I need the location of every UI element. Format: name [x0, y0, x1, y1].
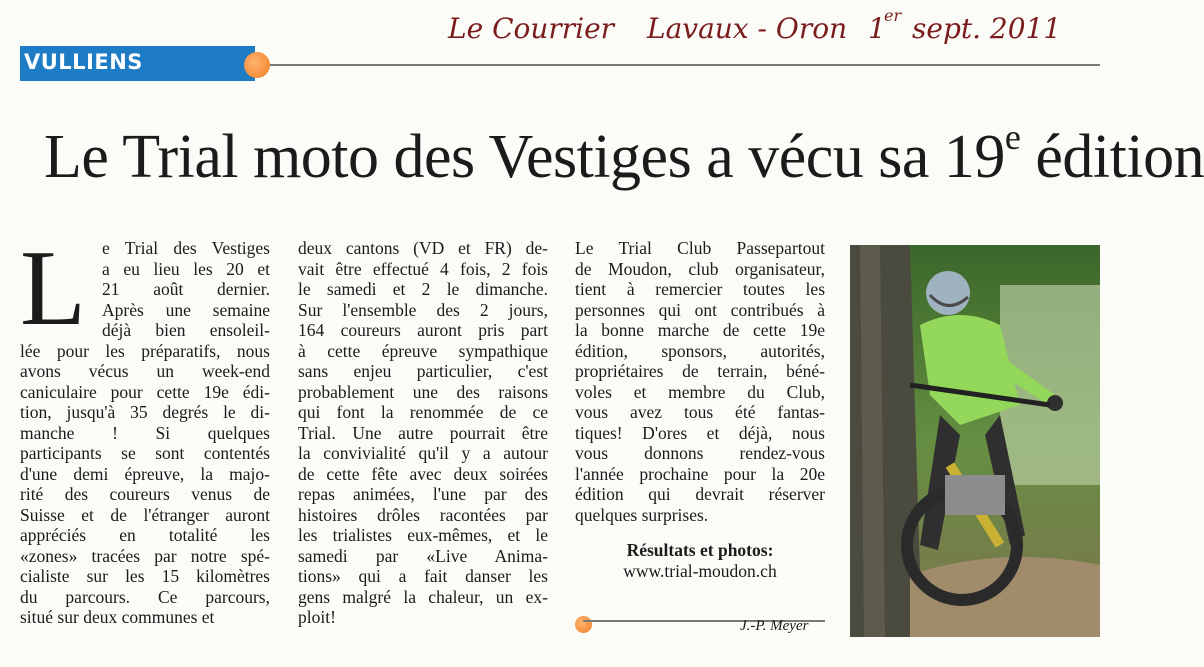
article-line: caniculaire pour cette 19e édi-: [20, 381, 270, 402]
article-line: rité des coureurs venus de: [20, 484, 270, 504]
article-line: avons vécus un week-end: [20, 361, 270, 381]
section-rule: [270, 64, 1100, 66]
article-line: histoires drôles racontées par: [298, 504, 548, 525]
article-line: 21 août dernier.: [102, 279, 270, 299]
handwritten-region: Lavaux - Oron: [647, 12, 848, 45]
article-line: vous avez tous été fantas-: [575, 402, 825, 422]
article-line: repas animées, l'une par des: [298, 484, 548, 504]
article-line: e Trial des Vestiges: [102, 238, 270, 258]
article-line: qui font la renommée de ce: [298, 402, 548, 422]
article-line: l'année prochaine pour la 20e: [575, 463, 825, 484]
article-line: ploit!: [298, 607, 336, 627]
article-line: Suisse et de l'étranger auront: [20, 504, 270, 525]
headline-main: Le Trial moto des Vestiges a vécu sa 19: [44, 123, 1005, 191]
article-line: Le Trial Club Passepartout: [575, 238, 825, 258]
article-line: samedi par «Live Anima-: [298, 545, 548, 566]
article-line: tions» qui a fait danser les: [298, 566, 548, 586]
article-line: cialiste sur les 15 kilomètres: [20, 566, 270, 586]
article-line: sans enjeu particulier, c'est: [298, 361, 548, 381]
article-line: de cette fête avec deux soirées: [298, 463, 548, 484]
article-line: de Moudon, club organisateur,: [575, 258, 825, 279]
author-dot-icon: [575, 616, 592, 633]
article-headline: [44, 116, 1204, 198]
article-line: déjà bien ensoleil-: [102, 320, 270, 340]
section-label: VULLIENS: [24, 50, 143, 74]
headline-end: édition: [1020, 123, 1204, 191]
article-line: du parcours. Ce parcours,: [20, 586, 270, 607]
article-line: édition qui devrait réserver: [575, 484, 825, 504]
drop-cap: L: [20, 229, 86, 348]
article-line: lée pour les préparatifs, nous: [20, 340, 270, 361]
article-line: 164 coureurs auront pris part: [298, 320, 548, 340]
handwritten-date-sup: er: [884, 6, 902, 25]
trial-rider-photo: [850, 245, 1100, 637]
article-line: a eu lieu les 20 et: [102, 258, 270, 279]
article-line: voles et membre du Club,: [575, 381, 825, 402]
article-column-1: [20, 229, 270, 628]
article-line: personnes qui ont contribués à: [575, 299, 825, 320]
article-line: situé sur deux communes et: [20, 607, 215, 627]
article-line: édition, sponsors, autorités,: [575, 340, 825, 361]
article-line: deux cantons (VD et FR) de-: [298, 238, 548, 258]
handwritten-paper-name: Le Courrier: [448, 12, 615, 45]
results-block: [575, 540, 825, 581]
article-line: tiques! D'ores et déjà, nous: [575, 422, 825, 443]
article-line: propriétaires de terrain, béné-: [575, 361, 825, 381]
handwritten-date-day: 1: [868, 12, 886, 45]
article-line: Après une semaine: [102, 299, 270, 320]
website-link[interactable]: www.trial-moudon.ch: [623, 560, 777, 581]
results-label: Résultats et photos:: [626, 540, 774, 560]
article-line: tient à remercier toutes les: [575, 279, 825, 299]
article-line: vait être effectué 4 fois, 2 fois: [298, 258, 548, 279]
article-line: le samedi et 2 le dimanche.: [298, 279, 548, 299]
article-line: probablement une des raisons: [298, 381, 548, 402]
article-line: Trial. Une autre pourrait être: [298, 422, 548, 443]
article-line: manche ! Si quelques: [20, 422, 270, 443]
article-line: à cette épreuve sympathique: [298, 340, 548, 361]
article-line: d'une demi épreuve, la majo-: [20, 463, 270, 484]
article-line: gens malgré la chaleur, un ex-: [298, 586, 548, 607]
article-line: quelques surprises.: [575, 504, 709, 525]
article-line: la convivialité qu'il y a autour: [298, 443, 548, 463]
article-line: vous donnons rendez-vous: [575, 443, 825, 463]
author-byline: J.-P. Meyer: [740, 618, 809, 634]
article-line: la bonne marche de cette 19e: [575, 320, 825, 340]
article-line: les trialistes eux-mêmes, et le: [298, 525, 548, 545]
article-line: appréciés en totalité les: [20, 525, 270, 545]
article-line: participants se sont contentés: [20, 443, 270, 463]
article-column-3: [575, 238, 825, 525]
headline-superscript: e: [1004, 117, 1021, 157]
handwritten-date: sept. 2011: [912, 12, 1062, 45]
article-line: Sur l'ensemble des 2 jours,: [298, 299, 548, 320]
section-dot-icon: [244, 52, 270, 78]
article-column-2: [298, 238, 548, 628]
article-line: tion, jusqu'à 35 degrés le di-: [20, 402, 270, 422]
section-tag: [20, 46, 255, 81]
article-line: «zones» tracées par notre spé-: [20, 545, 270, 566]
